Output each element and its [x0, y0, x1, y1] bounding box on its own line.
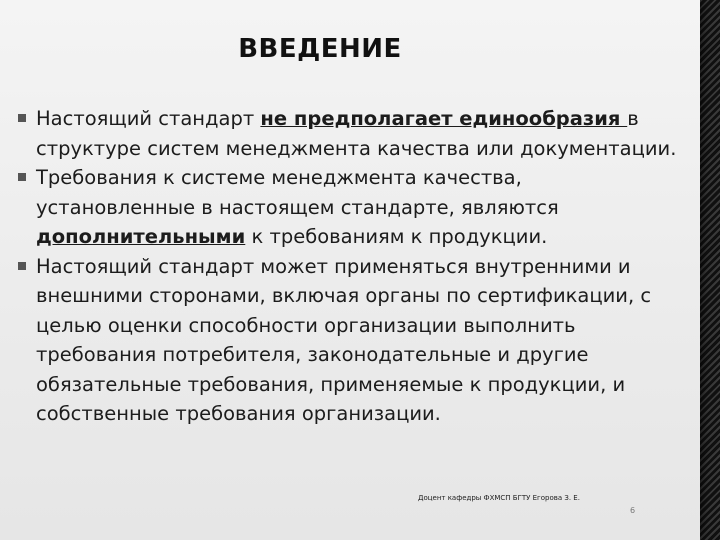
- bullet-item: [16, 163, 686, 252]
- bullet-item: [16, 252, 686, 429]
- bullet-text: к требованиям к продукции.: [245, 225, 548, 248]
- emphasis-text: дополнительными: [36, 225, 246, 248]
- decorative-edge: [700, 0, 720, 540]
- bullet-marker-icon: [18, 173, 26, 181]
- bullet-text: Требования к системе менеджмента качества, установленные в настоящем стандарте, являются: [36, 166, 559, 219]
- bullet-marker-icon: [18, 114, 26, 122]
- slide-title: ВВЕДЕНИЕ: [238, 34, 402, 64]
- bullet-text: Настоящий стандарт может применяться внутренними и внешними сторонами, включая органы по сертификации, с целью оценки способности организации выполнить требования потребителя, законодательные и другие обязательные требования, применяемые к продукции, и собственные требования организации.: [36, 254, 652, 425]
- bullet-list: [16, 104, 686, 429]
- bullet-text: в структуре систем менеджмента качества или документации.: [36, 107, 677, 160]
- bullet-item: [16, 104, 686, 163]
- bullet-text: Настоящий стандарт: [36, 107, 261, 130]
- emphasis-text: не предполагает единообразия: [260, 107, 628, 130]
- bullet-marker-icon: [18, 262, 26, 270]
- footer-author: Доцент кафедры ФХМСП БГТУ Егорова З. Е.: [418, 494, 580, 502]
- page-number: 6: [630, 506, 636, 515]
